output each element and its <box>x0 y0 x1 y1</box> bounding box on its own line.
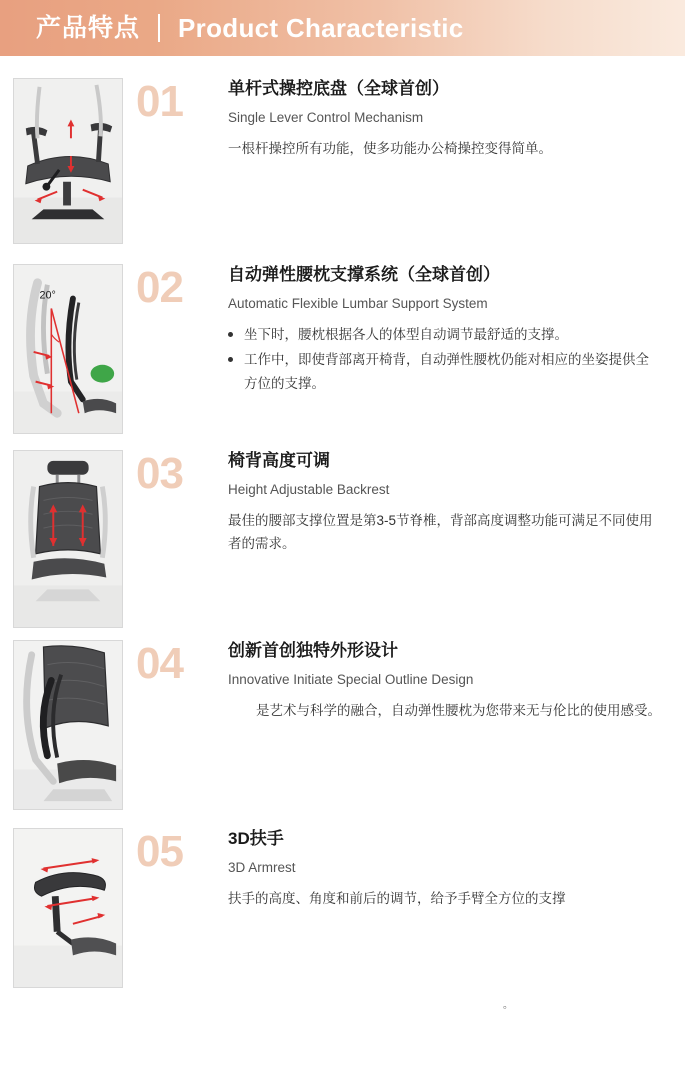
feature-bullet-list-02 <box>228 323 661 396</box>
feature-body-05 <box>228 828 661 988</box>
backrest-height-illustration <box>14 451 122 627</box>
feature-row-02 <box>0 264 685 434</box>
feature-thumb-col-05 <box>0 828 136 988</box>
header-title-en: Product Characteristic <box>178 12 464 43</box>
header-title-cn: 产品特点 <box>36 13 141 42</box>
feature-title-cn-01: 单杆式操控底盘（全球首创） <box>228 79 449 98</box>
feature-text-col-03 <box>136 450 685 628</box>
feature-text-col-05 <box>136 828 685 988</box>
header-divider <box>158 14 160 42</box>
lumbar-support-angle-photo <box>13 264 123 434</box>
feature-title-cn-04: 创新首创独特外形设计 <box>228 641 398 660</box>
feature-number-04: 04 <box>136 639 183 688</box>
feature-title-cn-05: 3D扶手 <box>228 829 284 848</box>
armrest-illustration <box>14 829 122 987</box>
feature-body-04 <box>228 640 661 810</box>
feature-text-col-01 <box>136 78 685 244</box>
backrest-height-photo <box>13 450 123 628</box>
feature-row-04 <box>0 640 685 810</box>
feature-row-05 <box>0 828 685 988</box>
feature-thumb-col-02 <box>0 264 136 434</box>
page-header <box>0 0 685 56</box>
feature-row-01 <box>0 78 685 244</box>
lumbar-support-angle-illustration <box>14 265 122 433</box>
feature-row-03 <box>0 450 685 628</box>
feature-bullet-02-1: 坐下时，腰枕根据各人的体型自动调节最舒适的支撑。 <box>228 323 661 347</box>
feature-thumb-col-01 <box>0 78 136 244</box>
feature-title-cn-02: 自动弹性腰枕支撑系统（全球首创） <box>228 265 500 284</box>
feature-title-en-05: 3D Armrest <box>228 860 296 876</box>
feature-text-col-04 <box>136 640 685 810</box>
3d-armrest-photo <box>13 828 123 988</box>
chair-control-lever-illustration <box>14 79 122 243</box>
svg-text:20°: 20° <box>39 289 56 302</box>
feature-title-en-03: Height Adjustable Backrest <box>228 482 390 498</box>
feature-number-02: 02 <box>136 263 183 312</box>
feature-thumb-col-03 <box>0 450 136 628</box>
feature-body-01 <box>228 78 661 244</box>
feature-desc-05: 扶手的高度、角度和前后的调节，给予手臂全方位的支撑 <box>228 890 566 906</box>
feature-text-col-02 <box>136 264 685 434</box>
feature-title-en-01: Single Lever Control Mechanism <box>228 110 424 126</box>
feature-bullet-02-2: 工作中，即使背部离开椅背，自动弹性腰枕仍能对相应的坐姿提供全方位的支撑。 <box>228 348 661 395</box>
feature-title-en-04: Innovative Initiate Special Outline Design <box>228 672 474 688</box>
feature-title-cn-03: 椅背高度可调 <box>228 451 330 470</box>
feature-thumb-col-04 <box>0 640 136 810</box>
feature-body-03 <box>228 450 661 628</box>
feature-desc-04: 是艺术与科学的融合，自动弹性腰枕为您带来无与伦比的使用感受。 <box>256 702 661 718</box>
outline-design-photo <box>13 640 123 810</box>
outline-design-illustration <box>14 641 122 809</box>
chair-control-lever-photo <box>13 78 123 244</box>
feature-title-en-02: Automatic Flexible Lumbar Support System <box>228 296 488 312</box>
feature-desc-03: 最佳的腰部支撑位置是第3-5节脊椎，背部高度调整功能可满足不同使用者的需求。 <box>228 512 653 552</box>
feature-number-01: 01 <box>136 77 183 126</box>
feature-body-02 <box>228 264 661 434</box>
feature-number-03: 03 <box>136 449 183 498</box>
feature-desc-01: 一根杆操控所有功能，使多功能办公椅操控变得简单。 <box>228 140 552 156</box>
footer-mark: 。 <box>503 1000 513 1011</box>
feature-number-05: 05 <box>136 827 183 876</box>
